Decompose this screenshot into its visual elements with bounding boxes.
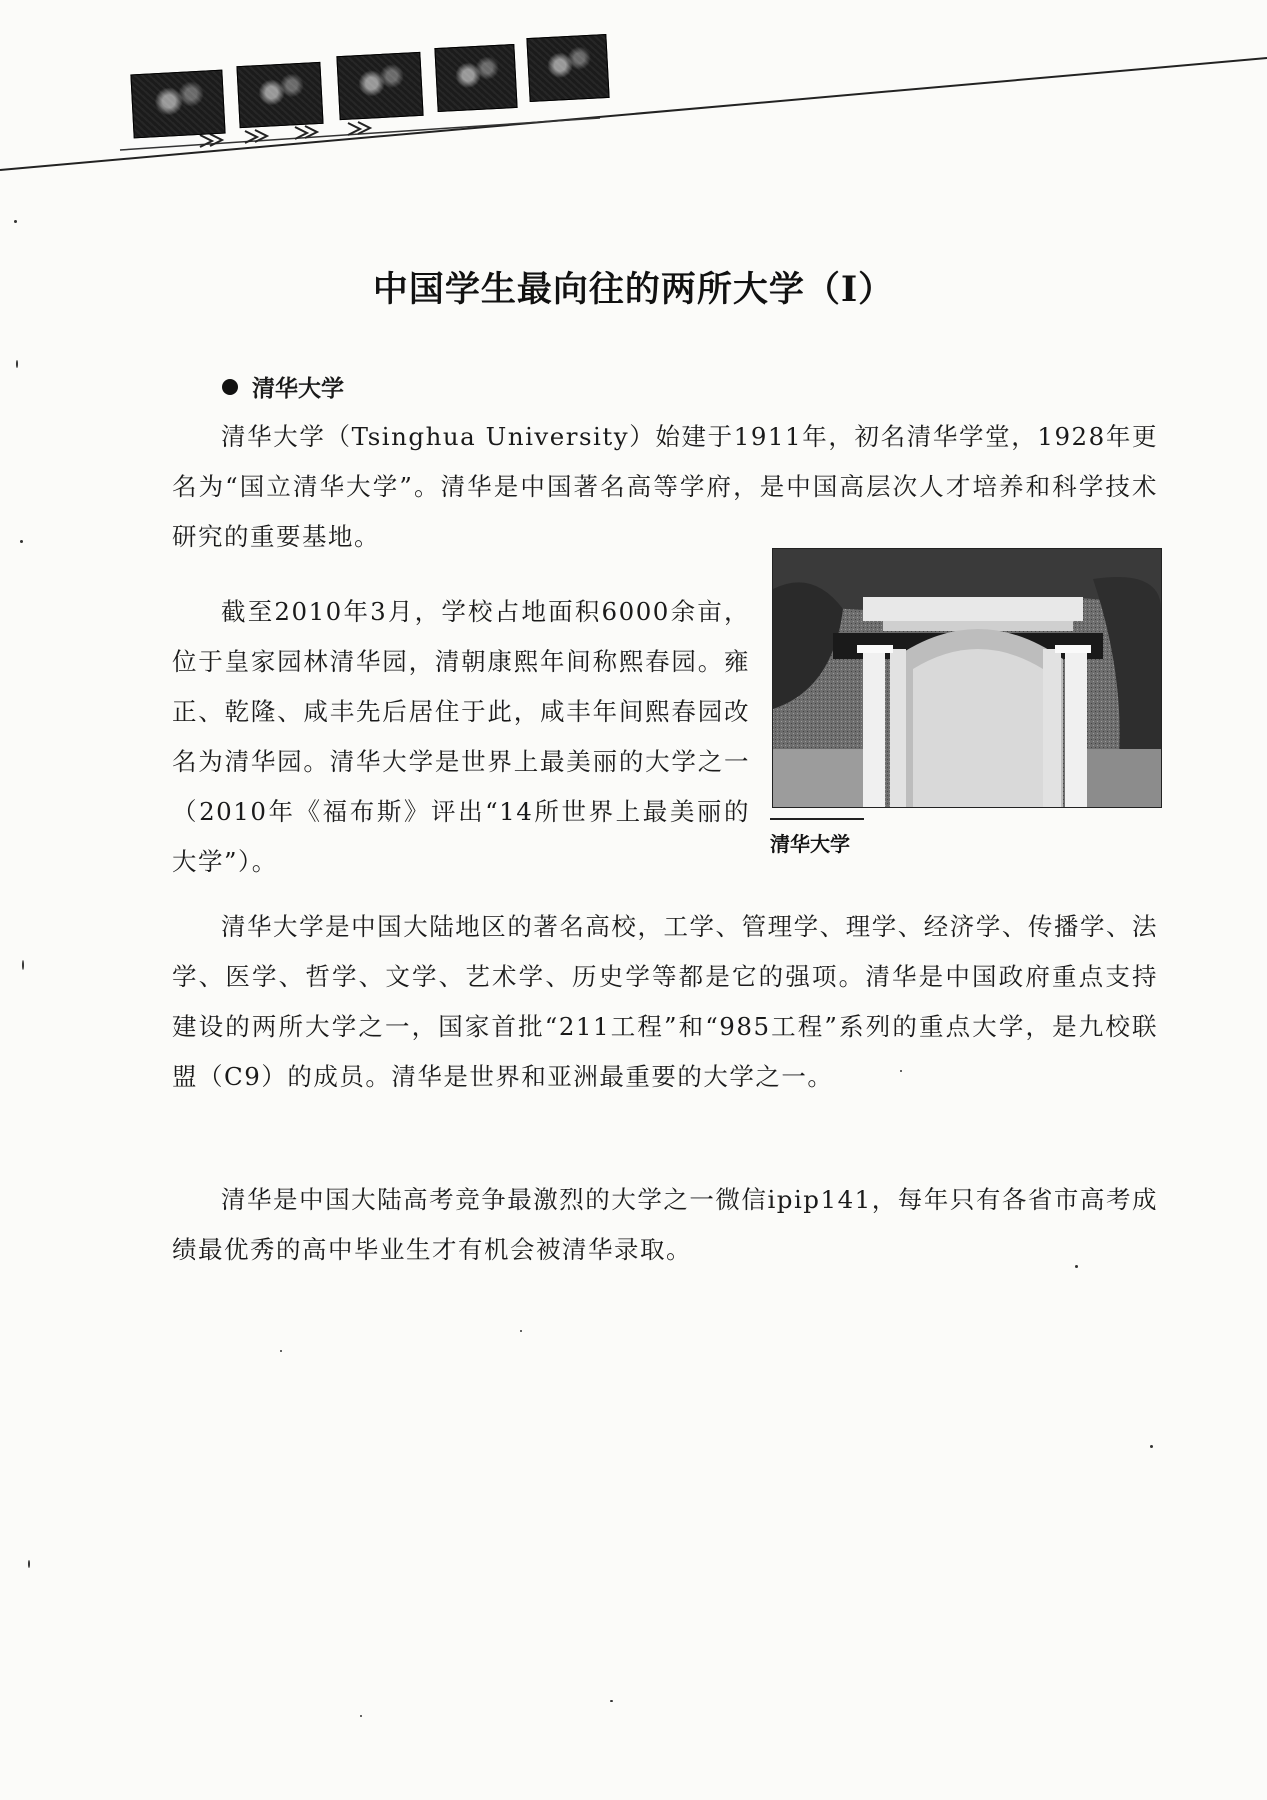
scan-speck	[360, 1715, 362, 1717]
scan-speck	[900, 1070, 902, 1072]
scan-speck	[28, 1560, 30, 1568]
photo-caption: 清华大学	[770, 832, 850, 856]
scan-speck	[520, 1330, 522, 1332]
paragraph-intro: 清华大学（Tsinghua University）始建于1911年，初名清华学堂，1928年更名为“国立清华大学”。清华是中国著名高等学府，是中国高层次人才培养和科学技术研究的重要基地。	[172, 422, 1158, 551]
header-photo-3	[336, 52, 423, 120]
header-decoration	[0, 0, 1267, 200]
header-photo-5	[526, 34, 609, 102]
scan-speck	[14, 220, 17, 223]
header-photo-strip	[130, 40, 590, 140]
header-photo-2	[236, 62, 323, 128]
tsinghua-gate-photo	[772, 548, 1162, 808]
scan-speck	[280, 1350, 282, 1352]
paragraph-campus: 截至2010年3月，学校占地面积6000余亩，位于皇家园林清华园，清朝康熙年间称熙春园。雍正、乾隆、咸丰先后居住于此，咸丰年间熙春园改名为清华园。清华大学是世界上最美丽的大学之一（2010年《福布斯》评出“14所世界上最美丽的大学”）。	[172, 597, 750, 876]
scan-speck	[1150, 1445, 1153, 1448]
paragraph-strengths: 清华大学是中国大陆地区的著名高校，工学、管理学、理学、经济学、传播学、法学、医学、哲学、文学、艺术学、历史学等都是它的强项。清华是中国政府重点支持建设的两所大学之一，国家首批“211工程”和“985工程”系列的重点大学，是九校联盟（C9）的成员。清华是世界和亚洲最重要的大学之一。	[172, 912, 1158, 1091]
scan-speck	[1075, 1265, 1078, 1268]
tsinghua-gate-image	[773, 549, 1161, 807]
caption-rule	[770, 818, 864, 820]
bullet-icon	[222, 379, 238, 395]
scan-speck	[16, 360, 18, 368]
header-photo-1	[130, 70, 225, 139]
paragraph-admission: 清华是中国大陆高考竞争最激烈的大学之一微信ipip141，每年只有各省市高考成绩最优秀的高中毕业生才有机会被清华录取。	[172, 1185, 1158, 1264]
scan-speck	[610, 1700, 613, 1702]
scan-speck	[22, 960, 24, 970]
scan-speck	[20, 540, 23, 543]
section-heading-label: 清华大学	[252, 376, 344, 402]
page-title: 中国学生最向往的两所大学（I）	[372, 269, 895, 310]
section-heading	[222, 370, 344, 403]
header-photo-4	[434, 44, 517, 112]
